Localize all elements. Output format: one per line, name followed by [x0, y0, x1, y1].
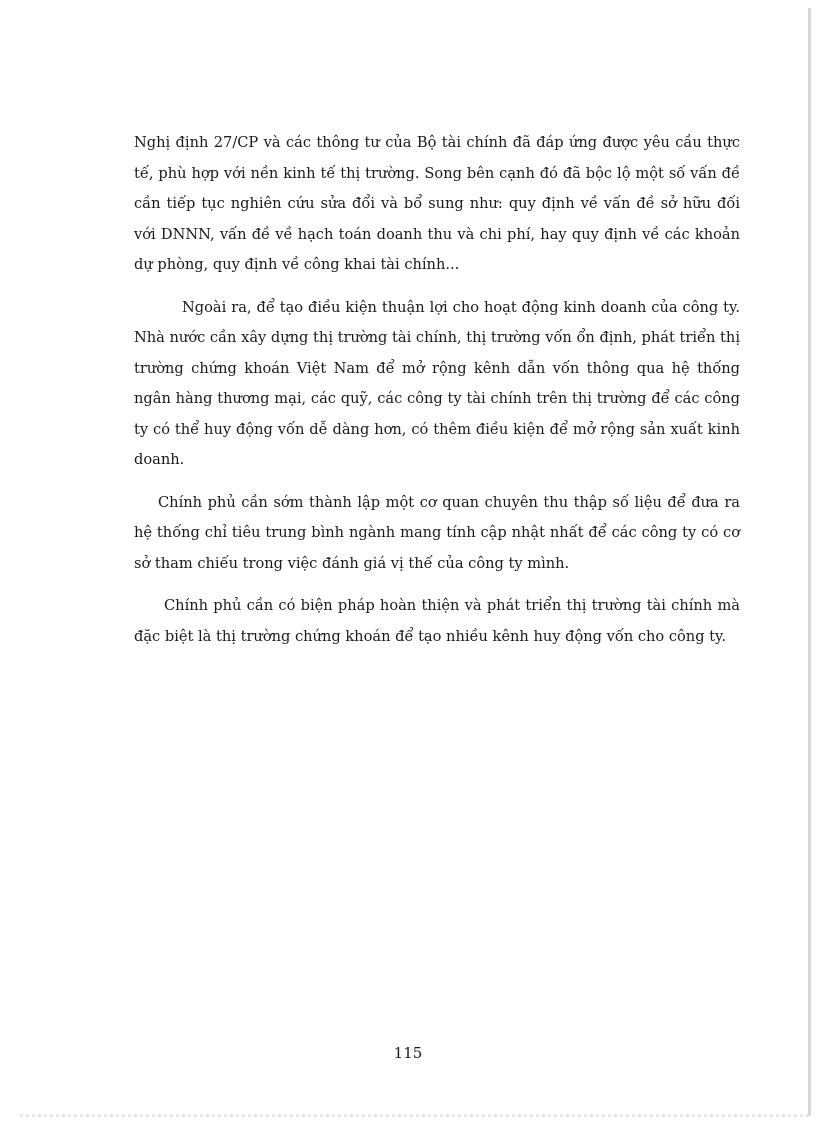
paragraph-4: Chính phủ cần có biện pháp hoàn thiện và phát triển thị trường tài chính mà đặc biệt là thị trường chứng khoán để tạo nhiều kênh huy động vốn cho công ty.	[134, 597, 740, 645]
page-shadow-right	[808, 8, 811, 1116]
paragraph-2: Ngoài ra, để tạo điều kiện thuận lợi cho hoạt động kinh doanh của công ty. Nhà nước cần xây dựng thị trường tài chính, thị trường vốn ổn định, phát triển thị trường chứng khoán Việt Nam để mở rộng kênh dẫn vốn thông qua hệ thống ngân hàng thương mại, các quỹ, các công ty tài chính trên thị trường để các công ty có thể huy động vốn dễ dàng hơn, có thêm điều kiện để mở rộng sản xuất kinh doanh.	[134, 298, 740, 468]
paragraph-3: Chính phủ cần sớm thành lập một cơ quan chuyên thu thập số liệu để đưa ra hệ thống chỉ tiêu trung bình ngành mang tính cập nhật nhất để các công ty có cơ sở tham chiếu trong việc đánh giá vị thế của công ty mình.	[134, 493, 740, 572]
page-number: 115	[393, 1044, 423, 1062]
body-text	[134, 128, 740, 652]
paragraph-1: Nghị định 27/CP và các thông tư của Bộ tài chính đã đáp ứng được yêu cầu thực tế, phù hợp với nền kinh tế thị trường. Song bên cạnh đó đã bộc lộ một số vấn đề cần tiếp tục nghiên cứu sửa đổi và bổ sung như: quy định về vấn đề sở hữu đối với DNNN, vấn đề về hạch toán doanh thu và chi phí, hay quy định về các khoản dự phòng, quy định về công khai tài chính...	[134, 134, 740, 273]
page-shadow-bottom	[20, 1114, 808, 1117]
